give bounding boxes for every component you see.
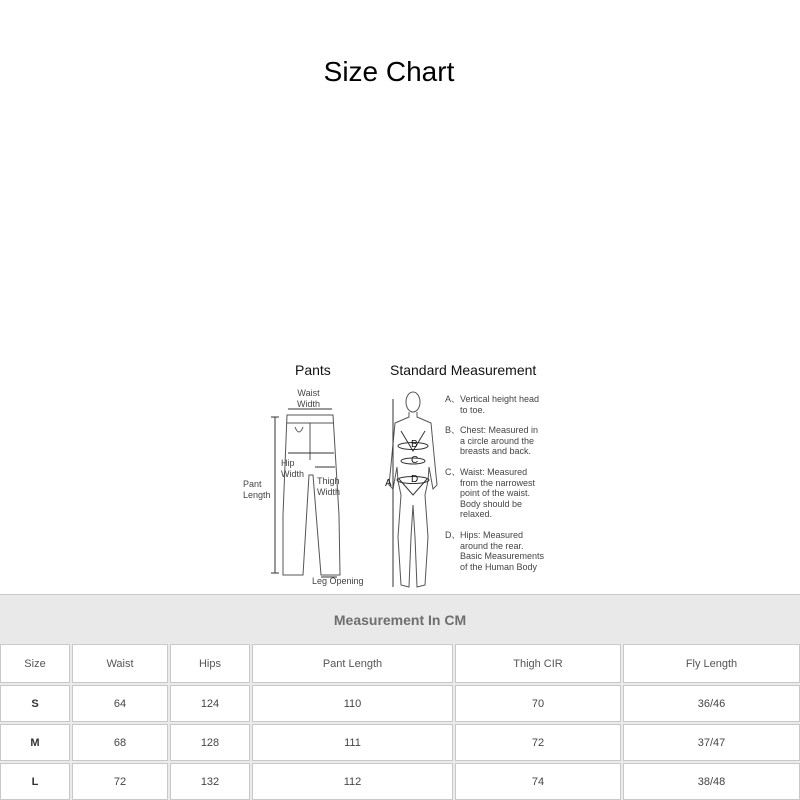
table-cell-fly-length: 36/46 bbox=[623, 685, 800, 722]
table-cell-pant-length: 112 bbox=[252, 763, 453, 800]
size-table bbox=[0, 594, 800, 800]
table-cell-thigh-cir: 74 bbox=[455, 763, 621, 800]
note-d-line: around the rear. bbox=[460, 540, 524, 551]
note-a-line: to toe. bbox=[460, 404, 486, 415]
table-cell-hips: 128 bbox=[170, 724, 250, 761]
note-c-letter: C、 bbox=[445, 467, 461, 477]
column-header-waist: Waist bbox=[72, 644, 168, 683]
note-c-line: Body should be bbox=[460, 498, 523, 509]
table-cell-waist: 72 bbox=[72, 763, 168, 800]
column-header-fly-length: Fly Length bbox=[623, 644, 800, 683]
thigh-width-label-line: Thigh bbox=[317, 476, 340, 486]
note-a-line: Vertical height head bbox=[460, 394, 540, 404]
table-cell-pant-length: 111 bbox=[252, 724, 453, 761]
thigh-width-label-line: Width bbox=[317, 486, 341, 497]
table-cell-thigh-cir: 72 bbox=[455, 724, 621, 761]
note-d-letter: D、 bbox=[445, 530, 461, 540]
table-cell-size: M bbox=[0, 724, 70, 761]
thigh-width-label bbox=[317, 476, 340, 497]
pants-heading: Pants bbox=[295, 362, 331, 378]
pant-length-label-line: Pant bbox=[243, 479, 262, 489]
table-cell-waist: 68 bbox=[72, 724, 168, 761]
column-header-size: Size bbox=[0, 644, 70, 683]
waist-width-label-line: Width bbox=[297, 398, 321, 409]
pant-length-label bbox=[243, 479, 271, 500]
pant-length-label-line: Length bbox=[243, 489, 271, 500]
note-b-line: Chest: Measured in bbox=[460, 425, 539, 435]
table-cell-size: L bbox=[0, 763, 70, 800]
note-a-letter: A、 bbox=[445, 394, 461, 404]
note-a-text bbox=[460, 394, 539, 415]
body-letter-c: C bbox=[411, 455, 419, 466]
table-cell-thigh-cir: 70 bbox=[455, 685, 621, 722]
table-cell-fly-length: 38/48 bbox=[623, 763, 800, 800]
body-letter-b: B bbox=[411, 439, 418, 450]
column-header-pant-length: Pant Length bbox=[252, 644, 453, 683]
note-b-line: a circle around the bbox=[460, 435, 535, 446]
table-cell-pant-length: 110 bbox=[252, 685, 453, 722]
note-c-line: from the narrowest bbox=[460, 477, 536, 488]
hip-width-label-line: Hip bbox=[281, 458, 295, 468]
note-b-letter: B、 bbox=[445, 425, 461, 435]
note-d-text bbox=[460, 530, 544, 572]
note-c-line: relaxed. bbox=[460, 509, 493, 519]
table-caption: Measurement In CM bbox=[333, 612, 467, 628]
note-c-line: Waist: Measured bbox=[460, 467, 528, 477]
column-header-hips: Hips bbox=[170, 644, 250, 683]
hip-width-label bbox=[281, 458, 304, 479]
column-header-thigh-cir: Thigh CIR bbox=[455, 644, 621, 683]
note-d-line: Basic Measurements bbox=[460, 551, 545, 561]
body-letter-a: A bbox=[385, 478, 392, 489]
table-caption-row bbox=[0, 594, 800, 643]
note-d-line: Hips: Measured bbox=[460, 530, 524, 540]
waist-width-label bbox=[297, 388, 320, 409]
table-cell-size: S bbox=[0, 685, 70, 722]
page-title: Size Chart bbox=[323, 56, 455, 87]
note-d-line: of the Human Body bbox=[460, 561, 538, 572]
measurement-diagram bbox=[235, 355, 565, 595]
table-cell-hips: 124 bbox=[170, 685, 250, 722]
leg-opening-label: Leg Opening bbox=[312, 576, 364, 586]
note-c-text bbox=[460, 467, 535, 520]
standard-measurement-heading: Standard Measurement bbox=[390, 362, 537, 378]
hip-width-label-line: Width bbox=[281, 468, 305, 479]
note-b-text bbox=[460, 425, 538, 457]
table-cell-fly-length: 37/47 bbox=[623, 724, 800, 761]
body-letter-d: D bbox=[411, 474, 419, 485]
note-b-line: breasts and back. bbox=[460, 446, 532, 456]
table-cell-waist: 64 bbox=[72, 685, 168, 722]
note-c-line: point of the waist. bbox=[460, 488, 531, 498]
table-cell-hips: 132 bbox=[170, 763, 250, 800]
waist-width-label-line: Waist bbox=[297, 388, 320, 398]
